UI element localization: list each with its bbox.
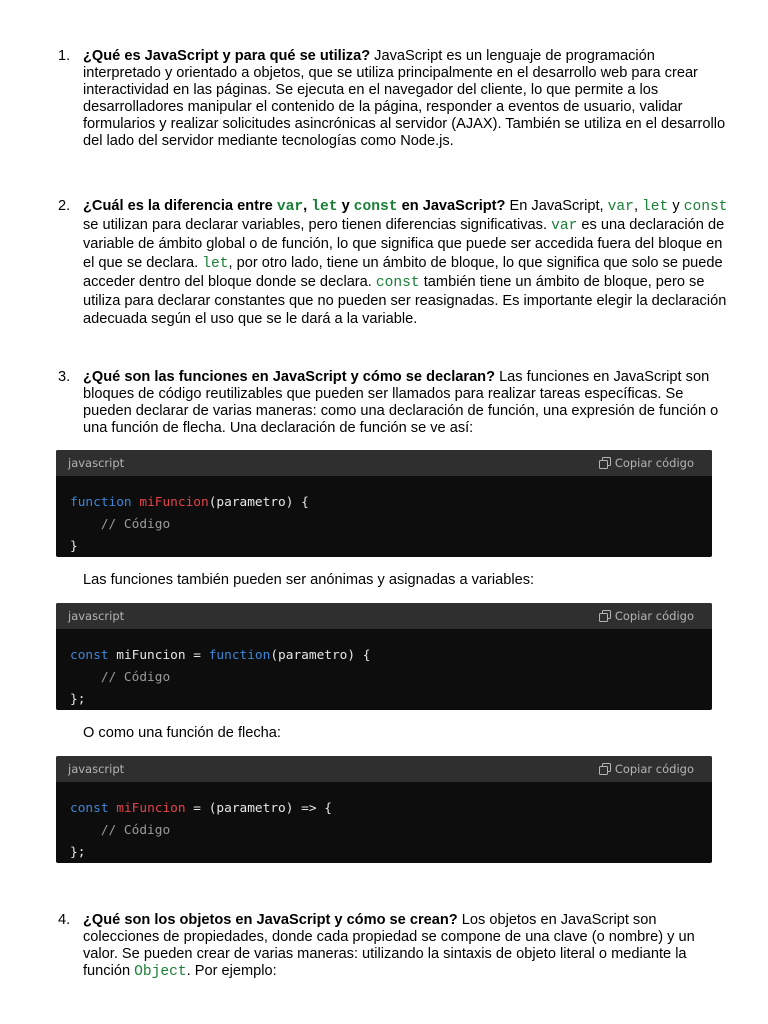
copy-code-label: Copiar código — [614, 456, 694, 470]
inline-code: var — [607, 199, 634, 215]
code-block — [56, 756, 712, 863]
inline-code: var — [276, 199, 304, 215]
item-number: 4. — [58, 912, 71, 928]
answer: JavaScript es un lenguaje de programación interpretado y orientado a objetos, que se utiliza principalmente en el desarrollo web para crear interactividad en las páginas. Se ejecuta en el navegador del cliente, lo que permite a los desarrolladores manipular el contenido de la página, responder a eventos de usuario, validar formularios y realizar solicitudes asincrónicas al servidor (AJAX). También se utiliza en el desarrollo del lado del servidor mediante tecnologías como Node.js. — [83, 48, 726, 149]
inline-code: const — [683, 199, 728, 215]
copy-code-button[interactable] — [599, 603, 694, 629]
copy-code-label: Copiar código — [614, 762, 694, 776]
code-content: const miFuncion = (parametro) => { // Código }; — [70, 801, 332, 860]
inline-code: let — [642, 199, 669, 215]
question: ¿Qué son las funciones en JavaScript y cómo se declaran? — [83, 369, 496, 385]
code-language-label: javascript — [68, 456, 125, 470]
copy-code-button[interactable] — [599, 756, 694, 782]
inline-code: const — [375, 274, 420, 291]
code-block-header — [56, 450, 712, 476]
question: ¿Qué es JavaScript y para qué se utiliza? — [83, 48, 371, 64]
inline-code: const — [353, 199, 398, 215]
list-item-1 — [58, 48, 730, 150]
code-language-label: javascript — [68, 609, 125, 623]
copy-icon — [599, 763, 611, 775]
list-item-4: 4. ¿Qué son los objetos en JavaScript y cómo se crean? Los objetos en JavaScript son colecciones de propiedades, donde cada propiedad se compone de una clave (o nombre) y un valor. Se pueden crear de varias maneras: utilizando la sintaxis de objeto literal o mediante la función Object. Por ejemplo: — [58, 912, 695, 980]
inline-code: var — [551, 218, 578, 235]
code-content: const miFuncion = function(parametro) { // Código }; — [70, 648, 371, 707]
inline-code: Object — [134, 964, 187, 980]
list-item-3 — [58, 369, 730, 437]
answer: Las funciones en JavaScript son bloques de código reutilizables que pueden ser llamados para realizar tareas específicas. Se pueden declarar de varias maneras: como una declaración de función, una expresión de función o una función de flecha. Una declaración de función se ve así: — [83, 369, 719, 436]
question: ¿Qué son los objetos en JavaScript y cómo se crean? — [83, 912, 458, 928]
item-number: 1. — [58, 48, 71, 64]
code-block-header — [56, 603, 712, 629]
inline-code: let — [311, 199, 338, 215]
paragraph-anon: Las funciones también pueden ser anónimas y asignadas a variables: — [83, 572, 535, 588]
code-block — [56, 450, 712, 557]
list-item-2: 2. ¿Cuál es la diferencia entre var, let y const en JavaScript? En JavaScript, var, let y const se utilizan para declarar variables, pero tienen diferencias significativas. var es una declaración de variable de ámbito global o de función, lo que significa que puede ser accedida fuera del bloque en el que se declara. let, por otro lado, tiene un ámbito de bloque, lo que significa que solo se puede acceder dentro del bloque donde se declara. const también tiene un ámbito de bloque, pero se utiliza para declarar constantes que no pueden ser reasignadas. Es importante elegir la declaración adecuada según el uso que se le dará a la variable. — [58, 198, 728, 328]
question: ¿Cuál es la diferencia entre var, let y const en JavaScript? — [83, 198, 506, 215]
code-language-label: javascript — [68, 762, 125, 776]
answer: Los objetos en JavaScript son colecciones de propiedades, donde cada propiedad se compone de una clave (o nombre) y un valor. Se pueden crear de varias maneras: utilizando la sintaxis de objeto literal o mediante la función — [83, 912, 695, 979]
copy-icon — [599, 457, 611, 469]
code-content: function miFuncion(parametro) { // Código } — [70, 495, 309, 554]
code-block — [56, 603, 712, 710]
item-number: 2. — [58, 198, 71, 214]
copy-code-label: Copiar código — [614, 609, 694, 623]
code-block-header — [56, 756, 712, 782]
copy-code-button[interactable] — [599, 450, 694, 476]
paragraph-arrow: O como una función de flecha: — [83, 725, 281, 741]
copy-icon — [599, 610, 611, 622]
inline-code: let — [202, 255, 229, 272]
item-number: 3. — [58, 369, 71, 385]
